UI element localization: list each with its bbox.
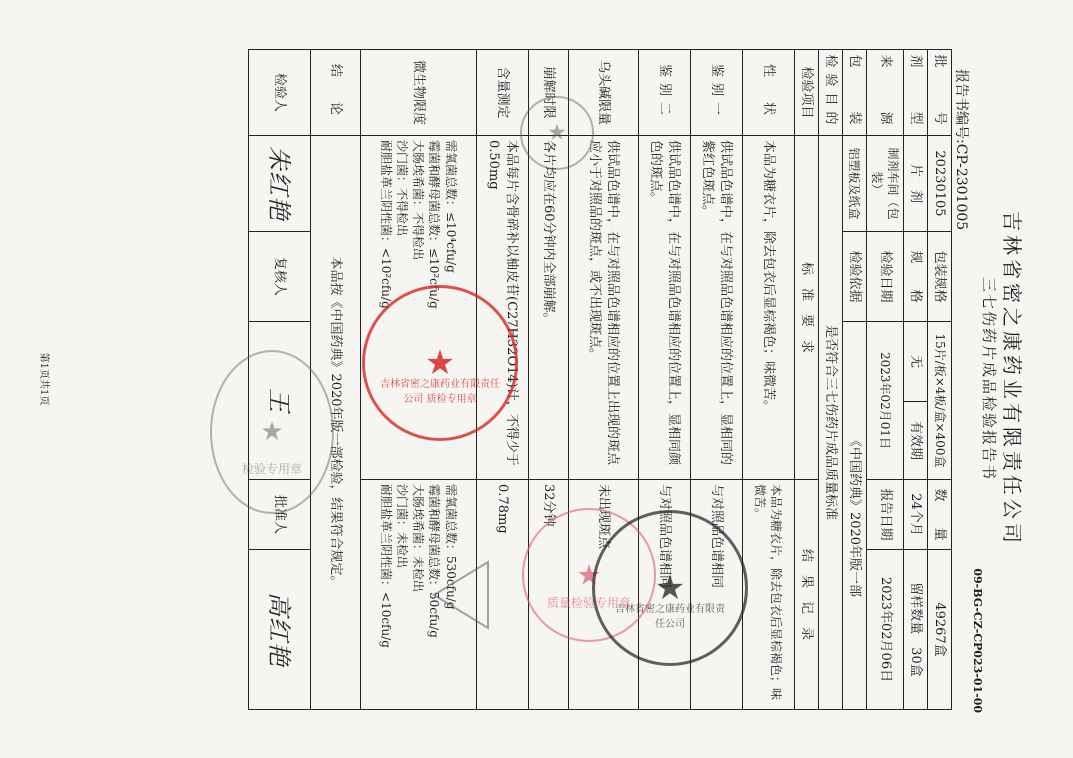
pink-stamp-text: 质量检验专用章 <box>546 596 631 611</box>
row-standard: 本品每片含骨碎补以柚皮苷(C27H32O14)计，不得少于0.50mg <box>476 136 528 480</box>
row-standard: 本品为糖衣片，除去包衣后显棕褐色；味微苦。 <box>742 136 794 480</box>
black-stamp-text: 吉林省密之康药业有限责任公司 <box>615 604 725 630</box>
page-number: 第1页共1页 <box>38 352 49 406</box>
sample-label: 留样数量 <box>908 582 924 635</box>
row-standard: 需氧菌总数：≤10⁴cfu/g 霉菌和酵母菌总数：≤10²cfu/g 大肠埃希菌：不得检出 沙门菌：不得检出 耐胆盐革兰阴性菌：<10²cfu/g <box>360 136 476 480</box>
form-value: 片 剂 <box>904 136 928 232</box>
quantity-label: 数 量 <box>928 480 952 550</box>
batch-label: 批 号 <box>928 50 952 136</box>
row-result: 本品为糖衣片，除去包衣后显棕褐色；味微苦。 <box>742 480 794 710</box>
check-date-label: 检验日期 <box>866 232 903 322</box>
table-row <box>904 50 928 710</box>
sample-value: 30盒 <box>908 647 924 677</box>
table-row <box>360 50 476 710</box>
row-item: 鉴别二 <box>638 50 690 136</box>
sample-cell <box>904 550 928 710</box>
row-item: 鉴别一 <box>690 50 742 136</box>
star-icon: ★ <box>576 558 602 592</box>
row-item: 含量测定 <box>476 50 528 136</box>
form-label: 剂 型 <box>904 50 928 136</box>
row-result: 与对照品色谱相同 <box>638 480 690 710</box>
conclusion-text: 本品按《中国药典》2020年版一部检验，结果符合规定。 <box>310 136 360 710</box>
reviewer-label: 复核人 <box>248 232 310 322</box>
row-standard: 各片均应在60分钟内全部崩解。 <box>528 136 568 480</box>
table-row <box>928 50 952 710</box>
row-result: 0.78mg <box>476 480 528 710</box>
validity-value: 24个月 <box>904 480 928 550</box>
red-stamp-text: 吉林省密之康药业有限责任公司 质检专用章 <box>380 379 500 405</box>
row-standard: 供试品色谱中，在与对照品色谱相应的位置上，显相同的紫红色斑点。 <box>690 136 742 480</box>
document-code: 09-BG-CZ-CP023-01-00 <box>971 568 984 713</box>
inspector-label: 检验人 <box>248 50 310 136</box>
inspector-signature: 朱红艳 <box>248 136 310 232</box>
col-standard-header: 标 准 要 求 <box>794 136 818 480</box>
table-row <box>842 50 866 710</box>
grey-stamp-text: 检验专用章 <box>241 461 302 476</box>
row-result: 与对照品色谱相同 <box>690 480 742 710</box>
table-row <box>690 50 742 710</box>
report-date-label: 报告日期 <box>866 480 903 550</box>
row-result: 32分钟 <box>528 480 568 710</box>
star-icon: ★ <box>260 417 284 447</box>
table-row <box>476 50 528 710</box>
document-title: 三七伤药片成品检验报告书 <box>980 276 998 481</box>
purpose-value: 是否符合三七伤药片成品质量标准 <box>818 136 842 710</box>
report-number <box>952 69 972 230</box>
validity-label: 有效期 <box>904 402 928 480</box>
source-label: 来 源 <box>866 50 903 136</box>
row-result: 需氧菌总数：530cfu/g 霉菌和酵母菌总数：50cfu/g 大肠埃希菌：未检出 沙门菌：未检出 耐胆盐革兰阴性菌：<10cfu/g <box>360 480 476 710</box>
table-header-row <box>794 50 818 710</box>
table-row <box>638 50 690 710</box>
table-row <box>818 50 842 710</box>
col-result-header: 结 果 记 录 <box>794 480 818 710</box>
star-icon: ★ <box>547 120 567 146</box>
pack-spec-label: 包装规格 <box>928 232 952 322</box>
quantity-value: 49267盒 <box>928 550 952 710</box>
company-name: 吉林省密之康药业有限责任公司 <box>1000 211 1024 547</box>
spec-label: 规 格 <box>904 232 928 322</box>
basis-value: 《中国药典》2020年版一部 <box>842 322 866 710</box>
check-date-value: 2023年02月01日 <box>866 322 903 480</box>
reviewer-signature: 王 <box>248 322 310 480</box>
package-label: 包 装 <box>842 50 866 136</box>
batch-value: 20230105 <box>928 136 952 232</box>
row-standard: 供试品色谱中，在与对照品色谱相应的位置上出现的斑点应小于对照品的斑点，或不出现斑点。 <box>568 136 638 480</box>
star-icon: ★ <box>424 343 456 383</box>
report-date-value: 2023年02月06日 <box>866 550 903 710</box>
spec-value: 无 <box>904 322 928 402</box>
conclusion-row <box>310 50 360 710</box>
report-number-label: 报告书编号: <box>953 69 969 144</box>
approver-signature: 高红艳 <box>248 550 310 710</box>
table-row <box>528 50 568 710</box>
col-item-header: 检验项目 <box>794 50 818 136</box>
purpose-label: 检验目的 <box>818 50 842 136</box>
row-item: 崩解时限 <box>528 50 568 136</box>
star-icon: ★ <box>654 568 686 608</box>
row-standard: 供试品色谱中，在与对照品色谱相应的位置上，显相同颜色的斑点。 <box>638 136 690 480</box>
row-result: 未出现斑点 <box>568 480 638 710</box>
source-value: 制剂车间（包装） <box>866 136 903 232</box>
signature-row <box>248 50 310 710</box>
conclusion-label: 结 论 <box>310 50 360 136</box>
approver-label: 批准人 <box>248 480 310 550</box>
table-row <box>568 50 638 710</box>
report-number-value: CP-2301005 <box>953 143 969 231</box>
table-row <box>866 50 903 710</box>
package-value: 铝塑板及纸盒 <box>842 136 866 232</box>
report-page <box>36 39 1036 719</box>
row-item: 乌头碱限量 <box>568 50 638 136</box>
row-item: 性 状 <box>742 50 794 136</box>
basis-label: 检验依据 <box>842 232 866 322</box>
row-item: 微生物限度 <box>360 50 476 136</box>
table-row <box>742 50 794 710</box>
pack-spec-value: 15片/板×4板/盒×400盒 <box>928 322 952 480</box>
report-table <box>248 49 952 710</box>
